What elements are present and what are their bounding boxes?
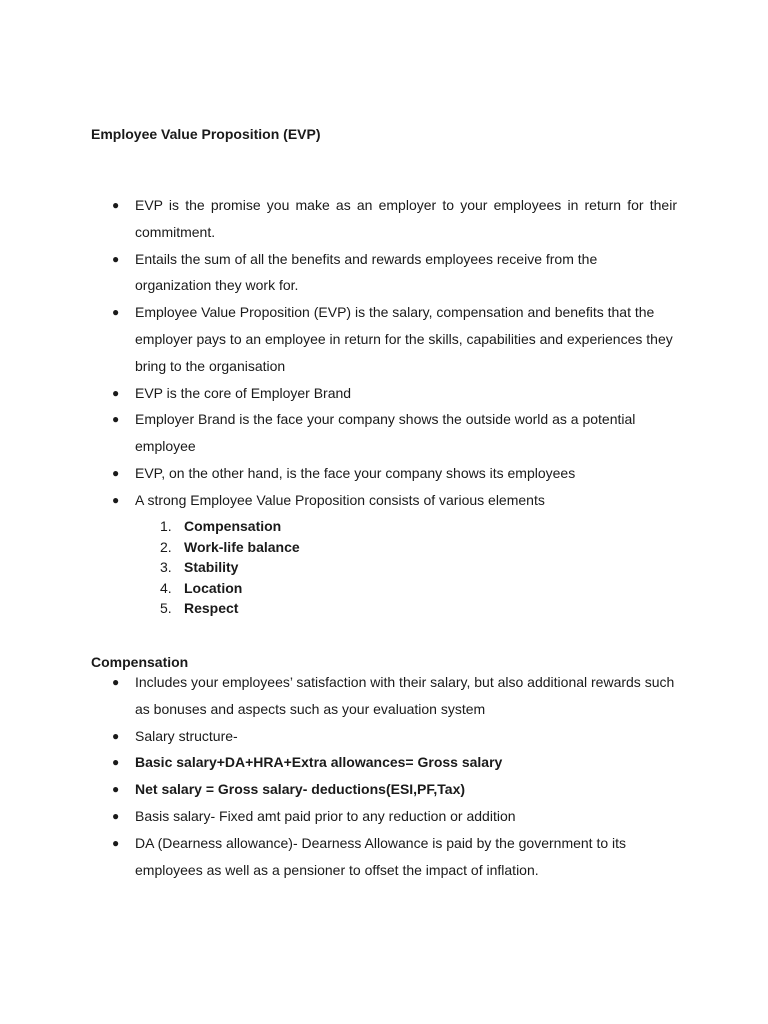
bullet-icon: ● bbox=[112, 198, 120, 212]
list-item-number: 5. bbox=[160, 600, 172, 616]
list-item-text: DA (Dearness allowance)- Dearness Allowance is paid by the government to its employees as well as a pensioner to offset the impact of inflation. bbox=[135, 834, 627, 878]
compensation-heading: Compensation bbox=[91, 654, 189, 670]
evp-bullet-list bbox=[91, 192, 677, 514]
list-item-text: Includes your employees’ satisfaction with their salary, but also additional rewards such as bonuses and aspects such as your evaluation system bbox=[135, 674, 675, 717]
list-item bbox=[91, 723, 677, 750]
list-item-text: Respect bbox=[184, 600, 239, 616]
bullet-icon: ● bbox=[112, 808, 120, 823]
bullet-icon: ● bbox=[112, 492, 120, 507]
list-item-text: Basic salary+DA+HRA+Extra allowances= Gross salary bbox=[135, 754, 503, 771]
list-item bbox=[91, 578, 300, 599]
compensation-bullet-list bbox=[91, 669, 677, 883]
bullet-icon: ● bbox=[112, 385, 120, 400]
list-item bbox=[91, 246, 677, 300]
list-item bbox=[91, 487, 677, 514]
bullet-icon: ● bbox=[112, 675, 120, 689]
list-item bbox=[91, 749, 677, 776]
list-item bbox=[91, 557, 300, 578]
list-item-text: Net salary = Gross salary- deductions(ESI,PF,Tax) bbox=[135, 781, 466, 798]
bullet-icon: ● bbox=[112, 835, 120, 850]
list-item-text: EVP, on the other hand, is the face your company shows its employees bbox=[135, 464, 576, 481]
list-item bbox=[91, 299, 677, 379]
list-item bbox=[91, 192, 677, 246]
bullet-icon: ● bbox=[112, 251, 120, 266]
list-item-number: 3. bbox=[160, 559, 172, 575]
list-item bbox=[91, 380, 677, 407]
list-item-text: A strong Employee Value Proposition consists of various elements bbox=[135, 491, 545, 508]
list-item-text: Stability bbox=[184, 559, 239, 575]
bullet-icon: ● bbox=[112, 755, 120, 770]
list-item bbox=[91, 537, 300, 558]
list-item bbox=[91, 776, 677, 803]
list-item bbox=[91, 460, 677, 487]
list-item-text: Location bbox=[184, 579, 243, 596]
list-item bbox=[91, 830, 677, 884]
evp-heading: Employee Value Proposition (EVP) bbox=[91, 126, 321, 142]
list-item-text: Basis salary- Fixed amt paid prior to any reduction or addition bbox=[135, 807, 516, 824]
list-item-text: EVP is the promise you make as an employer to your employees in return for their commitment. bbox=[135, 197, 677, 240]
list-item-text: Compensation bbox=[184, 518, 282, 534]
list-item-text: Work-life balance bbox=[184, 538, 300, 555]
list-item bbox=[91, 803, 677, 830]
list-item-number: 4. bbox=[160, 579, 172, 596]
list-item-text: Employer Brand is the face your company shows the outside world as a potential employee bbox=[135, 411, 636, 455]
bullet-icon: ● bbox=[112, 728, 120, 743]
list-item bbox=[91, 516, 300, 537]
bullet-icon: ● bbox=[112, 305, 120, 320]
bullet-icon: ● bbox=[112, 465, 120, 480]
list-item-number: 1. bbox=[160, 518, 172, 534]
list-item bbox=[91, 406, 677, 460]
bullet-icon: ● bbox=[112, 782, 120, 797]
list-item bbox=[91, 598, 300, 619]
bullet-icon: ● bbox=[112, 412, 120, 427]
list-item-text: Entails the sum of all the benefits and rewards employees receive from the organization they work for. bbox=[135, 250, 598, 294]
list-item-text: Salary structure- bbox=[135, 727, 238, 744]
evp-elements-list bbox=[91, 516, 300, 619]
list-item-text: Employee Value Proposition (EVP) is the salary, compensation and benefits that the employer pays to an employee in return for the skills, capabilities and experiences they bring to the organisation bbox=[135, 304, 673, 374]
list-item-text: EVP is the core of Employer Brand bbox=[135, 384, 352, 401]
list-item bbox=[91, 669, 677, 723]
list-item-number: 2. bbox=[160, 538, 172, 555]
